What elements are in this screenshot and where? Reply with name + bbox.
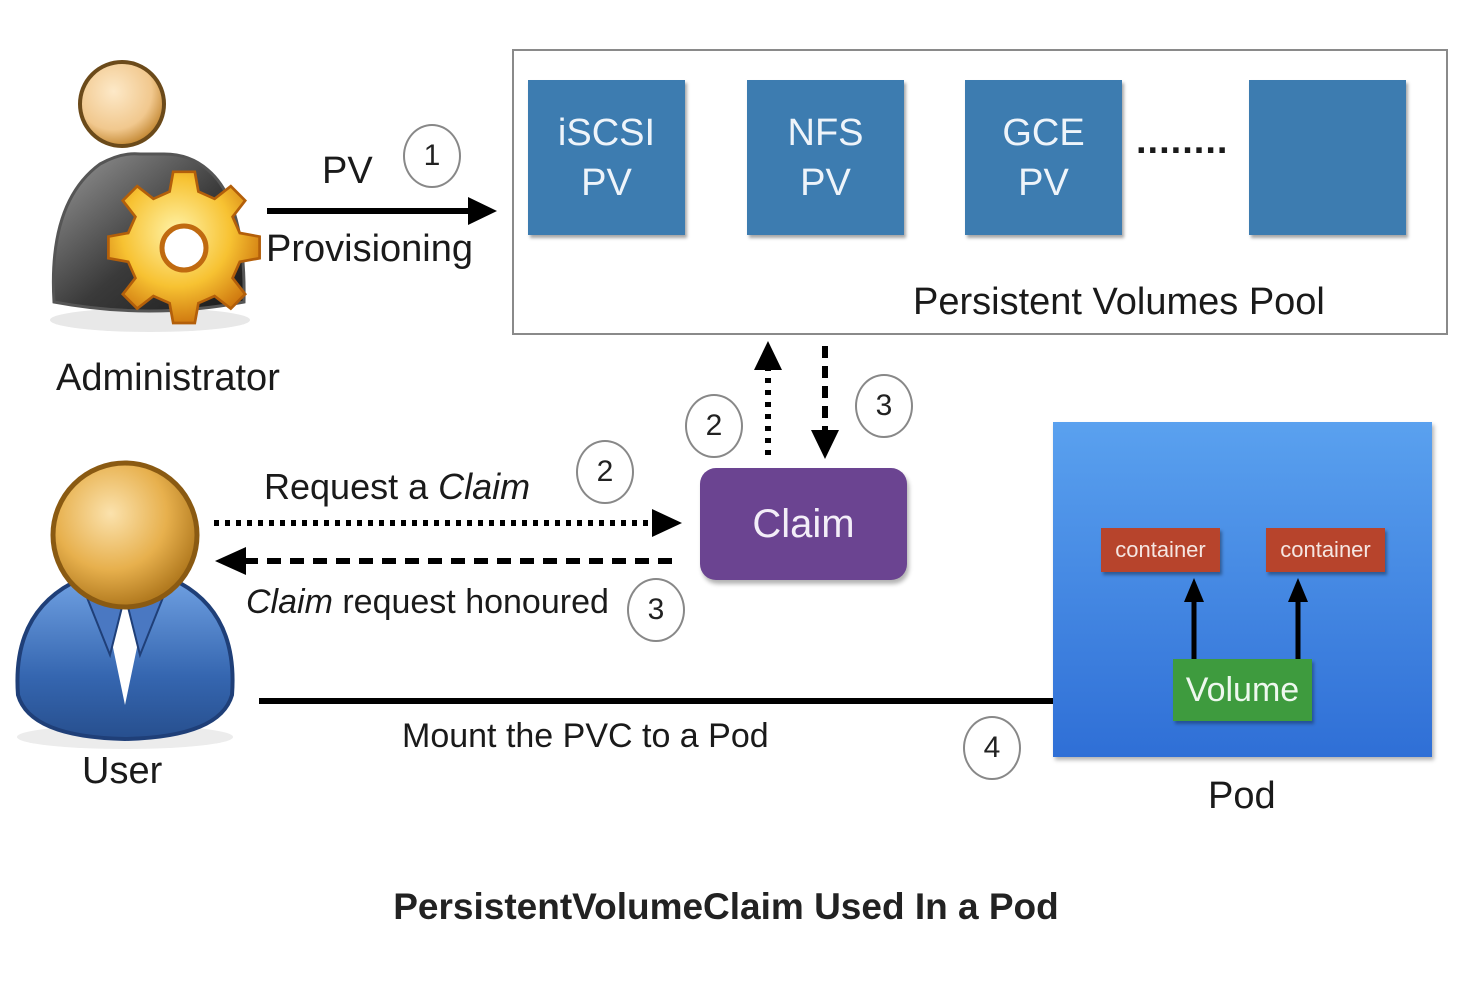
iscsi-pv-block [528,80,685,235]
gce-pv-block [965,80,1122,235]
step-1-badge: 1 [403,124,461,188]
pool-to-claim-arrow [811,346,839,459]
pv-kind-label: PV [800,161,851,204]
container-label: container [1280,537,1371,562]
volume-block [1173,659,1312,721]
request-claim-arrow [214,509,682,537]
diagram-caption: PersistentVolumeClaim Used In a Pod [393,886,1059,927]
more-volumes-ellipsis: ........ [1136,120,1229,162]
administrator-icon [40,52,270,342]
pv-kind-label: PV [581,161,632,204]
claim-honoured-arrow [215,547,675,575]
claim-to-pool-arrow [754,341,782,455]
nfs-pv-block [747,80,904,235]
container-label: container [1115,537,1206,562]
request-emphasis: Claim [438,466,531,507]
container-block-right [1266,528,1385,572]
user-icon [10,455,240,755]
mount-arrow [259,687,1172,715]
claim-honoured-label [246,583,609,622]
container-block-left [1101,528,1220,572]
administrator-label: Administrator [56,357,280,399]
step-3-pool-badge: 3 [855,374,913,438]
pv-label: PV [322,150,373,192]
request-prefix: Request a [264,466,439,507]
step-2-pool-badge: 2 [685,394,743,458]
step-3-honoured-badge: 3 [627,578,685,642]
provisioning-arrow [267,197,497,225]
step-2-request-badge: 2 [576,440,634,504]
request-claim-label [264,466,530,508]
step-4-badge: 4 [963,716,1021,780]
pv-type-label: NFS [787,111,864,154]
pool-title: Persistent Volumes Pool [913,281,1325,323]
claim-label: Claim [752,501,855,546]
volume-label: Volume [1185,670,1300,709]
claim-block [700,468,907,580]
mount-label: Mount the PVC to a Pod [402,717,769,755]
honoured-suffix: request honoured [332,583,609,621]
user-label: User [82,750,163,792]
unnamed-pv-block [1249,80,1406,235]
honoured-emphasis: Claim [246,583,333,621]
pod-label: Pod [1208,775,1276,817]
pv-type-label: iSCSI [557,111,656,154]
pv-type-label: GCE [1002,111,1085,154]
provisioning-label: Provisioning [266,228,473,270]
pv-kind-label: PV [1018,161,1069,204]
